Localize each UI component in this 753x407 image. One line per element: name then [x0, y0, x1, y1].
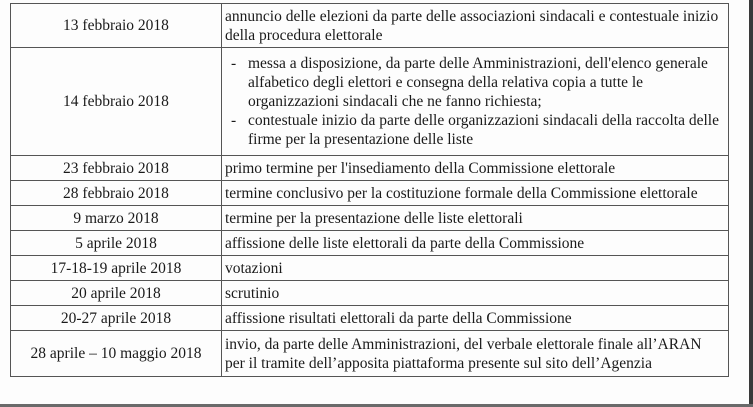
table-row — [11, 231, 729, 256]
description-cell — [222, 48, 729, 156]
date-cell: 28 aprile – 10 maggio 2018 — [11, 331, 222, 377]
table-row — [11, 181, 729, 206]
table-row — [11, 306, 729, 331]
table-row — [11, 256, 729, 281]
date-cell: 13 febbraio 2018 — [11, 4, 222, 48]
description-cell: affissione delle liste elettorali da parte della Commissione — [222, 231, 729, 256]
bullet-list — [225, 54, 724, 149]
description-cell: annuncio delle elezioni da parte delle associazioni sindacali e contestuale inizio della procedura elettorale — [222, 4, 729, 48]
description-cell: votazioni — [222, 256, 729, 281]
description-cell: termine conclusivo per la costituzione formale della Commissione elettorale — [222, 181, 729, 206]
table-row — [11, 156, 729, 181]
date-cell: 23 febbraio 2018 — [11, 156, 222, 181]
list-item-text: contestuale inizio da parte delle organizzazioni sindacali della raccolta delle firme per la presentazione delle liste — [248, 112, 719, 148]
dash-marker: - — [231, 112, 237, 129]
date-cell: 28 febbraio 2018 — [11, 181, 222, 206]
scan-edge-shadow — [749, 0, 753, 407]
table-row — [11, 4, 729, 48]
description-cell: scrutinio — [222, 281, 729, 306]
election-schedule-table — [10, 3, 729, 377]
dash-marker: - — [231, 55, 237, 72]
description-cell: termine per la presentazione delle liste elettorali — [222, 206, 729, 231]
date-cell: 9 marzo 2018 — [11, 206, 222, 231]
description-cell: primo termine per l'insediamento della Commissione elettorale — [222, 156, 729, 181]
date-cell: 17-18-19 aprile 2018 — [11, 256, 222, 281]
table-row — [11, 206, 729, 231]
table-row — [11, 48, 729, 156]
date-cell: 20 aprile 2018 — [11, 281, 222, 306]
table-row — [11, 331, 729, 377]
date-cell: 5 aprile 2018 — [11, 231, 222, 256]
date-cell: 14 febbraio 2018 — [11, 48, 222, 156]
description-cell: invio, da parte delle Amministrazioni, del verbale elettorale finale all’ARAN per il tramite dell’apposita piattaforma presente sul sito dell’Agenzia — [222, 331, 729, 377]
date-cell: 20-27 aprile 2018 — [11, 306, 222, 331]
list-item-text: messa a disposizione, da parte delle Amministrazioni, dell'elenco generale alfabetico degli elettori e consegna della relativa copia a tutte le organizzazioni sindacali che ne fanno richiesta; — [248, 55, 708, 110]
list-item — [231, 111, 724, 149]
list-item — [231, 54, 724, 111]
table-row — [11, 281, 729, 306]
description-cell: affissione risultati elettorali da parte della Commissione — [222, 306, 729, 331]
